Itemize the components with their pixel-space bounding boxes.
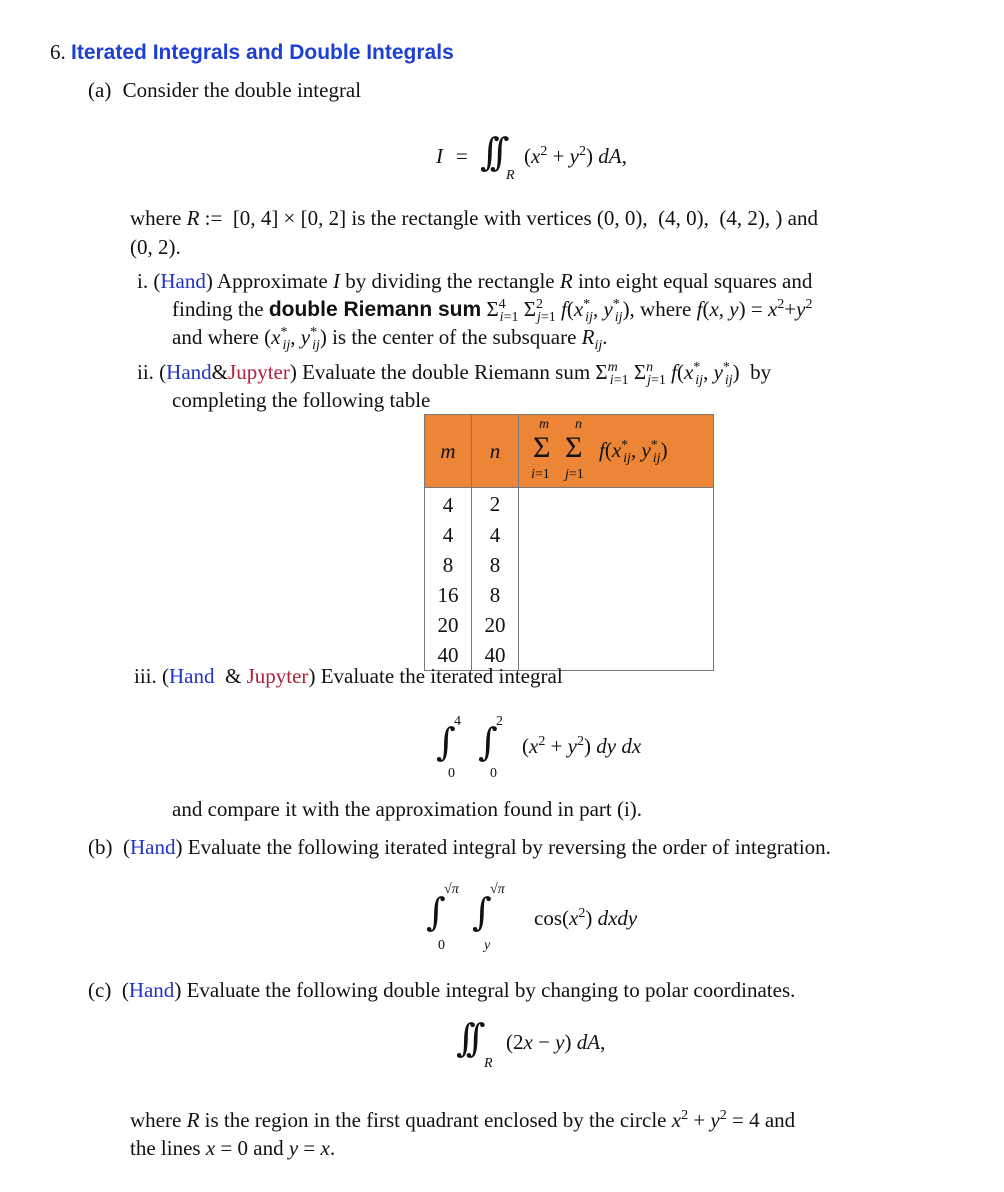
table-row: 4 4	[425, 520, 714, 550]
sum-cell[interactable]	[519, 580, 714, 610]
equation-I: I = ∫∫ R $(x^2 + y^2)$ dA,	[436, 130, 627, 183]
double-riemann-sum-term: double Riemann sum	[268, 298, 482, 321]
hand-tag: Hand	[169, 664, 215, 688]
region-definition-line1: where R := [0, 4] × [0, 2] is the rectangle with vertices (0, 0), (4, 0), (4, 2), ) and	[130, 206, 818, 230]
part-a-ii-line1: ii. (Hand&Jupyter) Evaluate the double Riemann sum $\Sigma^m_{i=1}$ $\Sigma^n_{j=1}$ $f(x^*_{ij}$, $y^*_{ij}$) by	[137, 360, 772, 389]
part-c-line2: the lines x = 0 and y = x.	[130, 1136, 336, 1160]
header-n: n	[472, 415, 519, 488]
table-row: 20 20	[425, 610, 714, 640]
table-row: 4 2	[425, 488, 714, 521]
hand-tag: Hand	[130, 835, 176, 859]
riemann-sum-table	[424, 414, 714, 671]
sum-cell[interactable]	[519, 488, 714, 521]
part-c-line1: where R is the region in the first quadrant enclosed by the circle $x^2 + y^2 = 4$ and	[130, 1108, 796, 1132]
hand-tag: Hand	[128, 978, 175, 1002]
table-row: 40 40	[425, 640, 714, 671]
part-a-i-line2: finding the double Riemann sum $\Sigma^4_{i=1}$ $\Sigma^2_{j=1}$ $f(x^*_{ij}$, $y^*_{ij}$), where f(x, $y) = x^2+y^2$	[172, 297, 813, 326]
equation-part-c: ∫∫ R (2x − y) dA,	[456, 1016, 606, 1071]
part-b-text: (b) (Hand) Evaluate the following iterated integral by reversing the order of integration.	[88, 835, 831, 859]
part-a-label: (a)	[88, 78, 112, 102]
table-header-row	[425, 415, 714, 488]
part-a-intro-text: Consider the double integral	[122, 78, 362, 102]
part-a-ii-line2: completing the following table	[172, 388, 431, 412]
hand-tag: Hand	[166, 360, 212, 384]
part-a-iii-line2: and compare it with the approximation found in part (i).	[172, 797, 643, 821]
sum-cell[interactable]	[519, 550, 714, 580]
sum-cell[interactable]	[519, 520, 714, 550]
problem-title: Iterated Integrals and Double Integrals	[71, 41, 454, 64]
part-a-iii-line1: iii. (Hand & Jupyter) Evaluate the iterated integral	[134, 664, 563, 688]
problem-heading	[50, 38, 454, 67]
jupyter-tag: Jupyter	[228, 360, 290, 384]
part-a-i-line3: and where ($x^*_{ij}$, $y^*_{ij}$) is the center of the subsquare $R_{ij}$.	[172, 325, 608, 354]
equation-part-b: ∫ √π 0 ∫ √π y $\cos(x^2)$ dxdy	[426, 882, 638, 953]
equation-iterated-integral: ∫ 4 0 ∫ 2 0 $(x^2 + y^2)$ dy dx	[436, 714, 642, 781]
problem-number: 6.	[50, 40, 66, 64]
sum-cell[interactable]	[519, 610, 714, 640]
table-row: 16 8	[425, 580, 714, 610]
region-definition-line2: (0, 2).	[130, 235, 181, 259]
header-sum: m n Σ Σ i=1 j=1 $f(x^*_{ij}$, $y^*_{ij}$)	[519, 415, 714, 488]
jupyter-tag: Jupyter	[246, 664, 309, 688]
part-a-i-line1: i. (Hand) Approximate I by dividing the rectangle R into eight equal squares and	[137, 269, 813, 293]
part-c-text: (c) (Hand) Evaluate the following double integral by changing to polar coordinates.	[88, 978, 796, 1002]
table-row: 8 8	[425, 550, 714, 580]
part-a-intro	[88, 76, 361, 104]
header-m: m	[425, 415, 472, 488]
hand-tag: Hand	[160, 269, 206, 293]
